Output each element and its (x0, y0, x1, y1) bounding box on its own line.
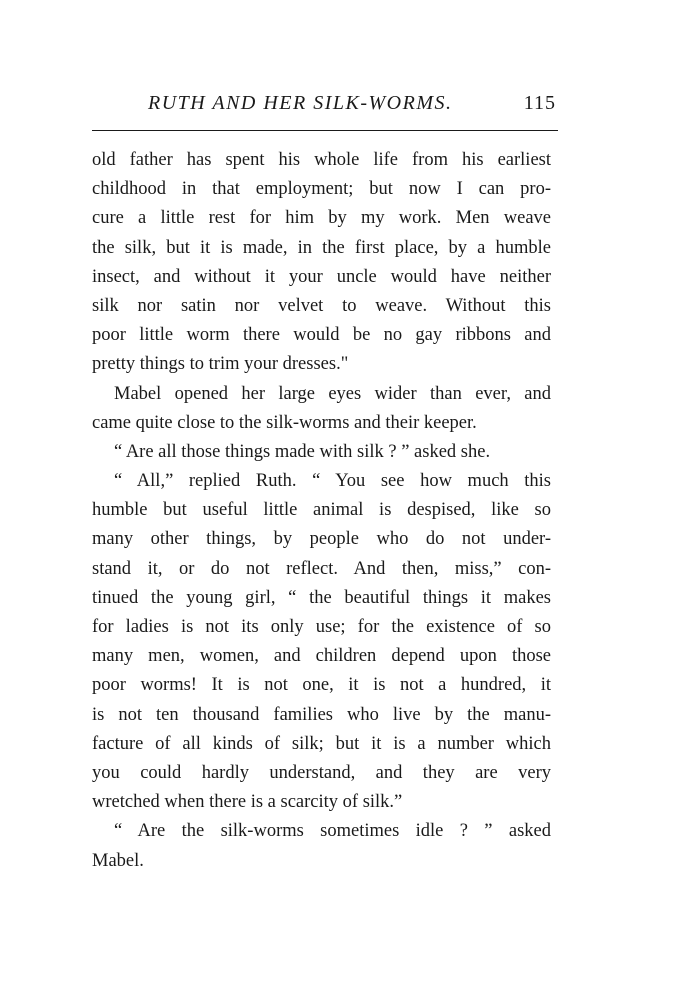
text-line: “ All,” replied Ruth. “ You see how much this (114, 471, 551, 492)
text-line: Mabel. (92, 850, 144, 871)
running-title: RUTH AND HER SILK-WORMS. (148, 92, 453, 114)
text-line: Mabel opened her large eyes wider than ever, and (114, 383, 551, 404)
text-line: came quite close to the silk-worms and their keeper. (92, 412, 477, 433)
text-line: many men, women, and children depend upon those (92, 646, 551, 667)
text-line: “ Are the silk-worms sometimes idle ? ” asked (114, 821, 551, 842)
text-line: the silk, but it is made, in the first place, by a humble (92, 237, 551, 258)
text-line: insect, and without it your uncle would have neither (92, 266, 551, 287)
header-rule (92, 130, 558, 131)
text-line: facture of all kinds of silk; but it is a number which (92, 733, 551, 754)
text-line: you could hardly understand, and they are very (92, 762, 551, 783)
text-line: for ladies is not its only use; for the existence of so (92, 617, 551, 637)
text-line: “ Are all those things made with silk ? ” asked she. (114, 441, 491, 462)
text-line: poor worms! It is not one, it is not a hundred, it (92, 675, 551, 696)
text-line: pretty things to trim your dresses." (92, 354, 349, 375)
text-line: tinued the young girl, “ the beautiful things it makes (92, 587, 551, 608)
text-line: is not ten thousand families who live by the manu- (92, 704, 551, 725)
text-line: silk nor satin nor velvet to weave. Without this (92, 295, 551, 316)
text-line: old father has spent his whole life from his earliest (92, 150, 551, 170)
text-line: poor little worm there would be no gay ribbons and (92, 325, 551, 346)
text-line: cure a little rest for him by my work. Men weave (92, 208, 551, 229)
text-line: many other things, by people who do not under- (92, 529, 551, 550)
text-line: humble but useful little animal is despised, like so (92, 500, 551, 521)
text-line: childhood in that employment; but now I can pro- (92, 179, 551, 200)
body-text (92, 146, 551, 876)
text-line: wretched when there is a scarcity of silk.” (92, 792, 403, 813)
text-line: stand it, or do not reflect. And then, miss,” con- (92, 558, 551, 579)
running-head (92, 92, 558, 122)
page-number: 115 (523, 92, 556, 114)
